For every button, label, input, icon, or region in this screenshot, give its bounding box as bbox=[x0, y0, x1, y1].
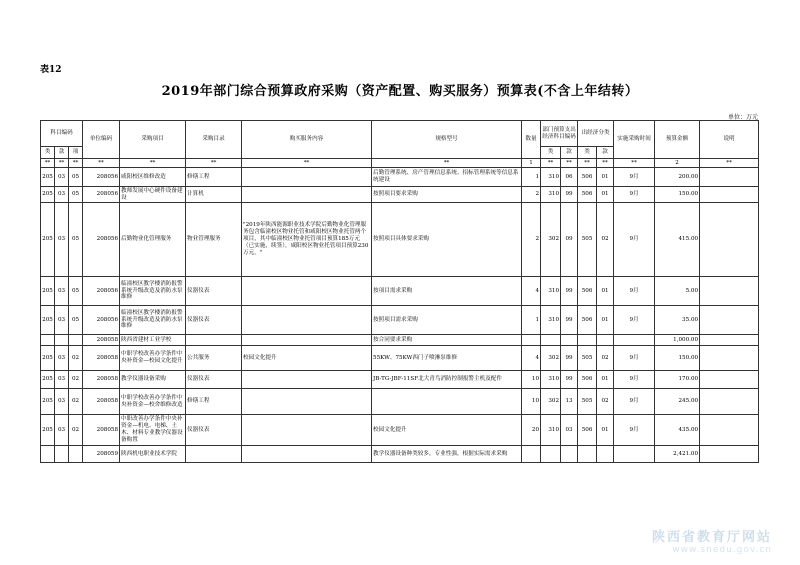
cell-service-content bbox=[242, 277, 372, 306]
cell-item: 临潼校区教学楼消防报警系统升级改造及消防水泵维修 bbox=[120, 306, 186, 335]
cell-gov-lei: 505 bbox=[578, 346, 597, 371]
cell-catalog: 计算机 bbox=[186, 187, 242, 203]
table-row bbox=[41, 415, 759, 446]
cell-note bbox=[700, 187, 759, 203]
marker-cell: ** bbox=[541, 159, 561, 168]
table-row bbox=[41, 389, 759, 415]
header-kuan: 款 bbox=[55, 147, 69, 159]
cell-kuan: 03 bbox=[55, 277, 69, 306]
header-spec: 规格型号 bbox=[372, 121, 522, 159]
cell-gov-kuan: 02 bbox=[597, 346, 614, 371]
cell-dept-kuan: 99 bbox=[561, 277, 578, 306]
marker-cell: ** bbox=[561, 159, 578, 168]
cell-unit-code: 208056 bbox=[83, 306, 120, 335]
cell-gov-kuan bbox=[597, 335, 614, 346]
header-note: 说明 bbox=[700, 121, 759, 159]
cell-service-content bbox=[242, 371, 372, 389]
header-dept-code: 部门预算支出经济科目编码 bbox=[541, 121, 578, 147]
header-xiang: 项 bbox=[69, 147, 83, 159]
cell-dept-lei: 310 bbox=[541, 371, 561, 389]
cell-gov-kuan: 01 bbox=[597, 306, 614, 335]
cell-service-content bbox=[242, 168, 372, 187]
cell-dept-lei bbox=[541, 335, 561, 346]
cell-dept-lei: 302 bbox=[541, 346, 561, 371]
cell-dept-lei: 302 bbox=[541, 203, 561, 277]
header-qty: 数量 bbox=[522, 121, 541, 159]
cell-spec: 按照项目具体要求采购 bbox=[372, 203, 522, 277]
table-number-label: 表12 bbox=[40, 65, 62, 75]
cell-note bbox=[700, 415, 759, 446]
cell-service-content bbox=[242, 187, 372, 203]
cell-dept-kuan: 99 bbox=[561, 346, 578, 371]
cell-xiang: 05 bbox=[69, 168, 83, 187]
cell-time: 9月 bbox=[614, 168, 655, 187]
cell-gov-lei: 506 bbox=[578, 415, 597, 446]
cell-gov-kuan: 02 bbox=[597, 203, 614, 277]
cell-xiang: 05 bbox=[69, 277, 83, 306]
header-time: 实施采购时间 bbox=[614, 121, 655, 159]
watermark-url: www.snedu.gov.cn bbox=[672, 545, 772, 555]
cell-amount: 415.00 bbox=[655, 203, 700, 277]
cell-gov-kuan: 02 bbox=[597, 389, 614, 415]
cell-lei bbox=[41, 335, 55, 346]
watermark-name: 陕西省教育厅网站 bbox=[651, 530, 772, 545]
cell-dept-kuan: 09 bbox=[561, 203, 578, 277]
header-gov-kuan: 款 bbox=[597, 147, 614, 159]
table-row bbox=[41, 346, 759, 371]
marker-cell: ** bbox=[614, 159, 655, 168]
cell-gov-kuan: 01 bbox=[597, 187, 614, 203]
cell-amount: 200.00 bbox=[655, 168, 700, 187]
cell-spec: 按合同要求采购 bbox=[372, 335, 522, 346]
cell-gov-lei: 505 bbox=[578, 203, 597, 277]
cell-lei: 205 bbox=[41, 277, 55, 306]
cell-xiang bbox=[69, 335, 83, 346]
table-row bbox=[41, 187, 759, 203]
cell-gov-kuan: 01 bbox=[597, 277, 614, 306]
cell-gov-kuan bbox=[597, 446, 614, 463]
cell-spec bbox=[372, 389, 522, 415]
cell-time: 9月 bbox=[614, 389, 655, 415]
header-service-content: 购买服务内容 bbox=[242, 121, 372, 159]
marker-cell: ** bbox=[120, 159, 186, 168]
table-row bbox=[41, 277, 759, 306]
cell-note bbox=[700, 203, 759, 277]
document-title: 2019年部门综合预算政府采购（资产配置、购买服务）预算表(不含上年结转） bbox=[161, 84, 639, 99]
cell-amount: 245.00 bbox=[655, 389, 700, 415]
cell-item: 后勤物业化管理服务 bbox=[120, 203, 186, 277]
cell-qty bbox=[522, 335, 541, 346]
cell-catalog bbox=[186, 335, 242, 346]
marker-row bbox=[41, 159, 759, 168]
cell-unit-code: 208058 bbox=[83, 346, 120, 371]
cell-lei: 205 bbox=[41, 306, 55, 335]
header-catalog: 采购目录 bbox=[186, 121, 242, 159]
unit-label: 单位：万元 bbox=[727, 114, 758, 121]
cell-qty: 4 bbox=[522, 277, 541, 306]
cell-gov-lei bbox=[578, 446, 597, 463]
cell-dept-lei: 310 bbox=[541, 168, 561, 187]
cell-kuan: 03 bbox=[55, 415, 69, 446]
site-watermark bbox=[652, 526, 772, 555]
marker-cell: ** bbox=[578, 159, 597, 168]
cell-unit-code: 208056 bbox=[83, 168, 120, 187]
cell-spec: 教学仪器设备种类较多，专业性强，根据实际需求采购 bbox=[372, 446, 522, 463]
cell-dept-lei bbox=[541, 446, 561, 463]
cell-service-content: "2019年陕西能源职业技术学院后勤物业化管理服务包含临潼校区物业托管和咸阳校区物业托管两个项目，其中临潼校区物业托管项目预算185万元（已实施，续签），咸阳校区物业托管项目预算230万元。" bbox=[242, 203, 372, 277]
cell-catalog: 修缮工程 bbox=[186, 389, 242, 415]
cell-time: 9月 bbox=[614, 187, 655, 203]
cell-note bbox=[700, 306, 759, 335]
header-subject-code: 科目编码 bbox=[41, 121, 83, 147]
cell-lei: 205 bbox=[41, 389, 55, 415]
cell-time: 9月 bbox=[614, 277, 655, 306]
cell-note bbox=[700, 389, 759, 415]
cell-xiang: 05 bbox=[69, 203, 83, 277]
cell-note bbox=[700, 371, 759, 389]
cell-amount: 150.00 bbox=[655, 187, 700, 203]
cell-qty: 10 bbox=[522, 371, 541, 389]
cell-dept-lei: 310 bbox=[541, 306, 561, 335]
cell-lei: 205 bbox=[41, 415, 55, 446]
cell-dept-kuan bbox=[561, 446, 578, 463]
cell-item: 中职学校改善办学条件中央补资金—校舍维修改造 bbox=[120, 389, 186, 415]
marker-cell: 1 bbox=[522, 159, 541, 168]
header-dept-lei: 类 bbox=[541, 147, 561, 159]
cell-lei: 205 bbox=[41, 346, 55, 371]
cell-spec: 校园文化提升 bbox=[372, 415, 522, 446]
marker-cell: ** bbox=[83, 159, 120, 168]
cell-lei: 205 bbox=[41, 168, 55, 187]
cell-service-content bbox=[242, 335, 372, 346]
table-row bbox=[41, 203, 759, 277]
cell-gov-lei bbox=[578, 335, 597, 346]
cell-gov-kuan: 01 bbox=[597, 168, 614, 187]
cell-service-content bbox=[242, 389, 372, 415]
cell-dept-lei: 302 bbox=[541, 389, 561, 415]
table-row bbox=[41, 335, 759, 346]
cell-gov-lei: 506 bbox=[578, 277, 597, 306]
cell-gov-lei: 506 bbox=[578, 306, 597, 335]
cell-qty bbox=[522, 446, 541, 463]
cell-item: 陕西机电职业技术学院 bbox=[120, 446, 186, 463]
cell-amount: 35.00 bbox=[655, 306, 700, 335]
cell-xiang: 02 bbox=[69, 346, 83, 371]
cell-dept-lei: 310 bbox=[541, 415, 561, 446]
cell-unit-code: 208058 bbox=[83, 415, 120, 446]
cell-spec: 55KW、75KW西门子喷淋泵维修 bbox=[372, 346, 522, 371]
cell-item: 中职学校改善办学条件中央补资金—校园文化提升 bbox=[120, 346, 186, 371]
cell-dept-kuan: 99 bbox=[561, 371, 578, 389]
cell-spec: 按照项目要求采购 bbox=[372, 187, 522, 203]
table-row bbox=[41, 371, 759, 389]
cell-catalog: 物业管理服务 bbox=[186, 203, 242, 277]
marker-cell: 2 bbox=[655, 159, 700, 168]
budget-table bbox=[40, 120, 759, 463]
cell-dept-kuan: 99 bbox=[561, 187, 578, 203]
cell-amount: 5.00 bbox=[655, 277, 700, 306]
marker-cell: ** bbox=[597, 159, 614, 168]
cell-note bbox=[700, 277, 759, 306]
cell-amount: 1,000.00 bbox=[655, 335, 700, 346]
cell-lei: 205 bbox=[41, 371, 55, 389]
cell-amount: 170.00 bbox=[655, 371, 700, 389]
cell-time bbox=[614, 446, 655, 463]
header-amount: 预算金额 bbox=[655, 121, 700, 159]
marker-cell: ** bbox=[186, 159, 242, 168]
cell-note bbox=[700, 335, 759, 346]
cell-kuan: 03 bbox=[55, 371, 69, 389]
cell-gov-kuan: 01 bbox=[597, 371, 614, 389]
cell-spec: JB-TG-JBF-11SF北大青鸟消防控制报警主机及配件 bbox=[372, 371, 522, 389]
cell-item: 教师发展中心硬件设备建设 bbox=[120, 187, 186, 203]
cell-item: 陕西省建材工业学校 bbox=[120, 335, 186, 346]
cell-xiang: 02 bbox=[69, 389, 83, 415]
cell-note bbox=[700, 346, 759, 371]
cell-dept-kuan bbox=[561, 335, 578, 346]
cell-lei bbox=[41, 446, 55, 463]
header-gov-code: 出经济分类 bbox=[578, 121, 614, 147]
cell-dept-kuan: 06 bbox=[561, 168, 578, 187]
cell-unit-code: 208056 bbox=[83, 187, 120, 203]
cell-catalog: 仪器仪表 bbox=[186, 277, 242, 306]
cell-qty: 1 bbox=[522, 168, 541, 187]
cell-qty: 4 bbox=[522, 346, 541, 371]
cell-note bbox=[700, 446, 759, 463]
cell-kuan: 03 bbox=[55, 346, 69, 371]
marker-cell: ** bbox=[700, 159, 759, 168]
header-lei: 类 bbox=[41, 147, 55, 159]
cell-qty: 2 bbox=[522, 203, 541, 277]
cell-kuan: 03 bbox=[55, 306, 69, 335]
cell-gov-lei: 506 bbox=[578, 187, 597, 203]
cell-unit-code: 208058 bbox=[83, 389, 120, 415]
cell-dept-kuan: 99 bbox=[561, 306, 578, 335]
cell-unit-code: 208058 bbox=[83, 335, 120, 346]
cell-spec: 后勤管理系统、房产管理信息系统、招标管理系统等信息系统建设 bbox=[372, 168, 522, 187]
cell-time: 9月 bbox=[614, 203, 655, 277]
cell-spec: 按照项目需求采购 bbox=[372, 306, 522, 335]
cell-item: 中职改善办学条件中央补资金—机电、电梯、土木、材料专业教学仪器设备购置 bbox=[120, 415, 186, 446]
cell-time: 9月 bbox=[614, 371, 655, 389]
cell-unit-code: 208056 bbox=[83, 277, 120, 306]
cell-catalog: 公共服务 bbox=[186, 346, 242, 371]
cell-xiang bbox=[69, 446, 83, 463]
cell-dept-lei: 310 bbox=[541, 277, 561, 306]
table-row bbox=[41, 168, 759, 187]
table-row bbox=[41, 306, 759, 335]
marker-cell: ** bbox=[41, 159, 55, 168]
cell-service-content bbox=[242, 415, 372, 446]
cell-qty: 20 bbox=[522, 415, 541, 446]
cell-item: 咸阳校区维修改造 bbox=[120, 168, 186, 187]
cell-dept-lei: 310 bbox=[541, 187, 561, 203]
cell-service-content bbox=[242, 446, 372, 463]
cell-note bbox=[700, 168, 759, 187]
cell-catalog: 仪器仪表 bbox=[186, 371, 242, 389]
cell-qty: 1 bbox=[522, 306, 541, 335]
cell-kuan: 03 bbox=[55, 389, 69, 415]
cell-spec: 按项目需求采购 bbox=[372, 277, 522, 306]
cell-kuan: 03 bbox=[55, 168, 69, 187]
cell-catalog bbox=[186, 446, 242, 463]
cell-unit-code: 208056 bbox=[83, 203, 120, 277]
cell-kuan bbox=[55, 335, 69, 346]
marker-cell: ** bbox=[242, 159, 372, 168]
cell-kuan bbox=[55, 446, 69, 463]
cell-time: 9月 bbox=[614, 415, 655, 446]
header-row-1 bbox=[41, 121, 759, 147]
marker-cell: ** bbox=[372, 159, 522, 168]
cell-unit-code: 208058 bbox=[83, 371, 120, 389]
cell-dept-kuan: 13 bbox=[561, 389, 578, 415]
cell-xiang: 02 bbox=[69, 371, 83, 389]
cell-item: 教学仪器设备采购 bbox=[120, 371, 186, 389]
cell-xiang: 02 bbox=[69, 415, 83, 446]
cell-gov-lei: 505 bbox=[578, 389, 597, 415]
cell-kuan: 03 bbox=[55, 187, 69, 203]
table-row bbox=[41, 446, 759, 463]
cell-time: 9月 bbox=[614, 306, 655, 335]
cell-lei: 205 bbox=[41, 203, 55, 277]
marker-cell: ** bbox=[69, 159, 83, 168]
cell-service-content bbox=[242, 306, 372, 335]
cell-amount: 2,421.00 bbox=[655, 446, 700, 463]
cell-time: 9月 bbox=[614, 346, 655, 371]
cell-qty: 2 bbox=[522, 187, 541, 203]
cell-lei: 205 bbox=[41, 187, 55, 203]
header-gov-lei: 类 bbox=[578, 147, 597, 159]
cell-xiang: 05 bbox=[69, 187, 83, 203]
header-dept-kuan: 款 bbox=[561, 147, 578, 159]
header-unit-code: 单位编码 bbox=[83, 121, 120, 159]
cell-kuan: 03 bbox=[55, 203, 69, 277]
cell-catalog: 修缮工程 bbox=[186, 168, 242, 187]
cell-gov-kuan: 01 bbox=[597, 415, 614, 446]
cell-catalog: 仪器仪表 bbox=[186, 306, 242, 335]
cell-xiang: 05 bbox=[69, 306, 83, 335]
cell-qty: 10 bbox=[522, 389, 541, 415]
marker-cell: ** bbox=[55, 159, 69, 168]
cell-amount: 435.00 bbox=[655, 415, 700, 446]
cell-service-content: 校园文化提升 bbox=[242, 346, 372, 371]
cell-item: 临潼校区教学楼消防报警系统升级改造及消防水泵维修 bbox=[120, 277, 186, 306]
cell-gov-lei: 506 bbox=[578, 168, 597, 187]
header-item: 采购项目 bbox=[120, 121, 186, 159]
cell-amount: 150.00 bbox=[655, 346, 700, 371]
cell-gov-lei: 506 bbox=[578, 371, 597, 389]
cell-dept-kuan: 03 bbox=[561, 415, 578, 446]
cell-time bbox=[614, 335, 655, 346]
cell-catalog: 仪器仪表 bbox=[186, 415, 242, 446]
cell-unit-code: 208059 bbox=[83, 446, 120, 463]
